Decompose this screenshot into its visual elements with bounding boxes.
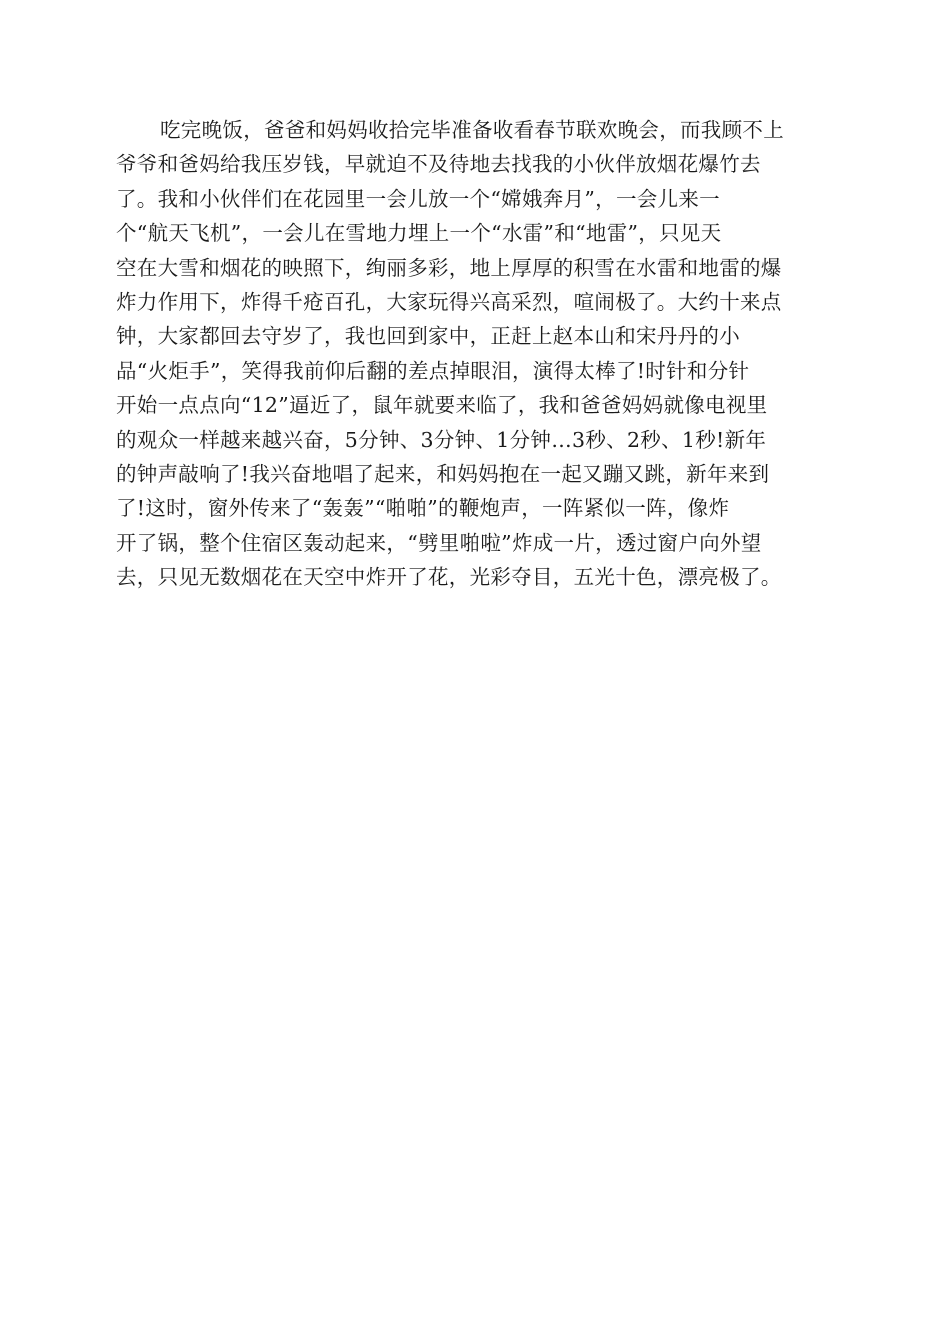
paragraph-line: 钟，大家都回去守岁了，我也回到家中，正赶上赵本山和宋丹丹的小 [116, 324, 740, 349]
paragraph-line: 吃完晚饭，爸爸和妈妈收拾完毕准备收看春节联欢晚会，而我顾不上 [160, 118, 784, 142]
paragraph-line: 品“火炬手”，笑得我前仰后翻的差点掉眼泪，演得太棒了!时针和分针 [116, 358, 750, 383]
paragraph-line: 的钟声敲响了!我兴奋地唱了起来，和妈妈抱在一起又蹦又跳，新年来到 [116, 461, 770, 486]
paragraph-line: 空在大雪和烟花的映照下，绚丽多彩，地上厚厚的积雪在水雷和地雷的爆 [116, 255, 782, 280]
paragraph-line: 了!这时，窗外传来了“轰轰”“啪啪”的鞭炮声，一阵紧似一阵，像炸 [116, 496, 730, 521]
paragraph-line: 开始一点点向“12”逼近了，鼠年就要来临了，我和爸爸妈妈就像电视里 [116, 393, 768, 418]
paragraph-line: 的观众一样越来越兴奋，5分钟、3分钟、1分钟…3秒、2秒、1秒!新年 [116, 427, 767, 452]
essay-paragraph [116, 113, 836, 594]
paragraph-line: 去，只见无数烟花在天空中炸开了花，光彩夺目，五光十色，漂亮极了。 [116, 565, 782, 590]
paragraph-line: 了。我和小伙伴们在花园里一会儿放一个“嫦娥奔月”，一会儿来一 [116, 186, 720, 211]
paragraph-line: 爷爷和爸妈给我压岁钱，早就迫不及待地去找我的小伙伴放烟花爆竹去 [116, 152, 761, 177]
paragraph-line: 炸力作用下，炸得千疮百孔，大家玩得兴高采烈，喧闹极了。大约十来点 [116, 289, 782, 314]
paragraph-line: 开了锅，整个住宿区轰动起来，“劈里啪啦”炸成一片，透过窗户向外望 [116, 530, 762, 555]
paragraph-line: 个“航天飞机”，一会儿在雪地力埋上一个“水雷”和“地雷”，只见天 [116, 221, 722, 246]
